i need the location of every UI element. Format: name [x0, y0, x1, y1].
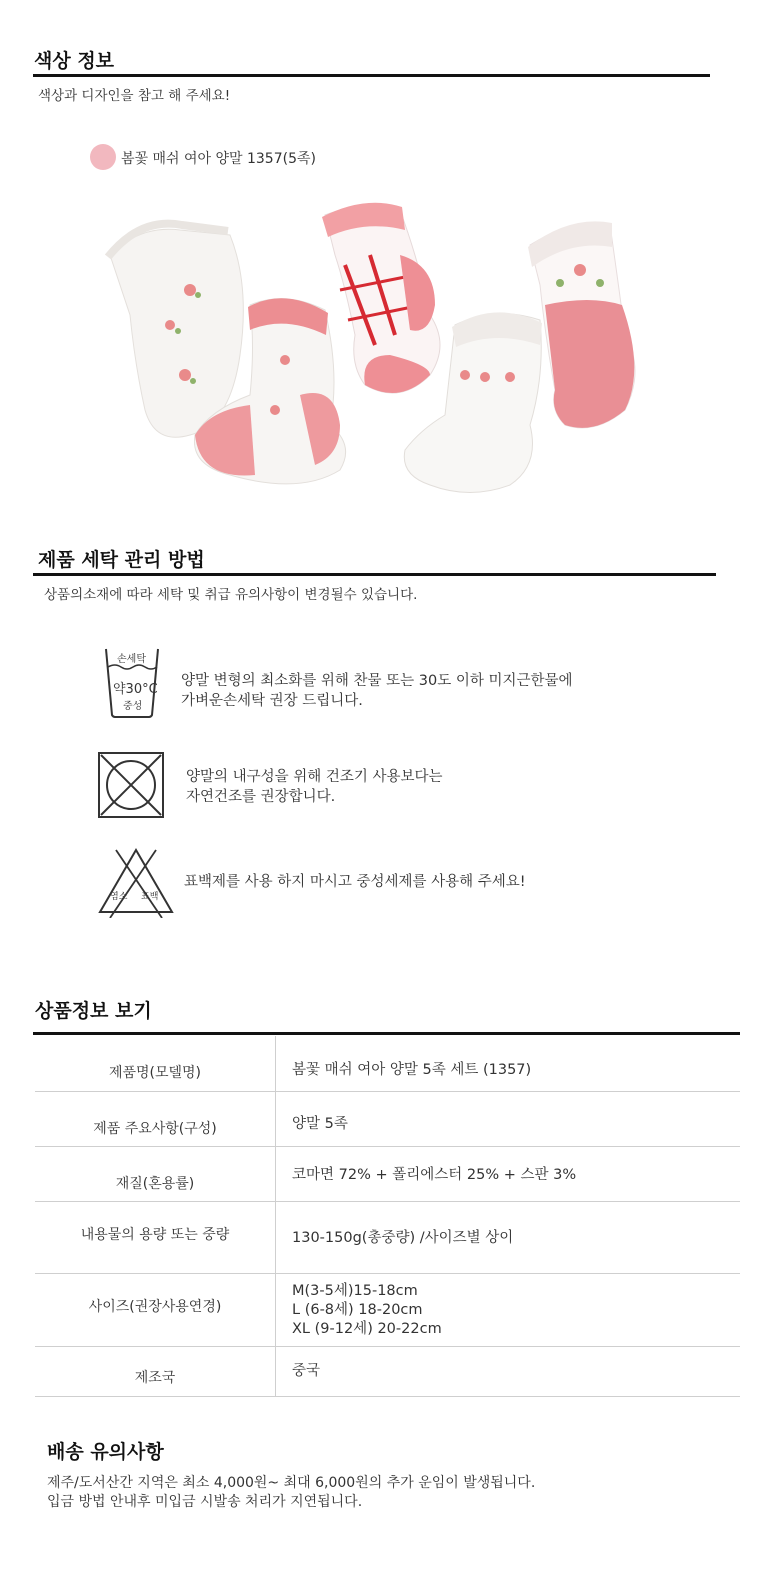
no-bleach-desc: 표백제를 사용 하지 마시고 중성세제를 사용해 주세요!	[184, 874, 526, 890]
product-info-table	[35, 1036, 740, 1397]
hand-wash-temp: 약30°C	[113, 682, 158, 697]
no-dry-desc-2: 자연건조를 권장합니다.	[186, 789, 336, 805]
shipping-title: 배송 유의사항	[47, 1441, 164, 1463]
table-row	[35, 1036, 740, 1091]
size-l: L (6-8세) 18-20cm	[292, 1301, 423, 1318]
info-label: 내용물의 용량 또는 중량	[35, 1201, 276, 1273]
info-value-sizes	[276, 1273, 741, 1346]
color-info-divider	[33, 74, 710, 77]
table-row	[35, 1346, 740, 1396]
care-title: 제품 세탁 관리 방법	[38, 549, 205, 571]
care-divider	[33, 573, 716, 576]
info-value: 양말 5족	[276, 1091, 741, 1146]
table-row	[35, 1201, 740, 1273]
table-row	[35, 1273, 740, 1346]
info-value: 130-150g(총중량) /사이즈별 상이	[276, 1201, 741, 1273]
no-dry-desc-1: 양말의 내구성을 위해 건조기 사용보다는	[186, 769, 443, 785]
size-m: M(3-5세)15-18cm	[292, 1282, 418, 1299]
bleach-label-chlorine: 염소	[110, 892, 128, 902]
hand-wash-neutral: 중성	[123, 701, 143, 712]
no-tumble-dry-icon	[97, 751, 165, 819]
hand-wash-label: 손세탁	[117, 654, 146, 665]
sock-pink-floral	[528, 221, 635, 427]
sock-red-plaid	[322, 203, 440, 393]
product-photo-socks	[100, 195, 700, 505]
table-row	[35, 1146, 740, 1201]
shipping-note-1: 제주/도서산간 지역은 최소 4,000원~ 최대 6,000원의 추가 운임이 발생됩니다.	[47, 1475, 536, 1491]
info-label: 제품명(모델명)	[35, 1036, 276, 1091]
info-label: 사이즈(권장사용연경)	[35, 1273, 276, 1346]
sock-white-floral-1	[108, 224, 243, 438]
bleach-label-bleach: 표백	[141, 892, 159, 902]
size-xl: XL (9-12세) 20-22cm	[292, 1320, 442, 1337]
shipping-note-2: 입금 방법 안내후 미입금 시발송 처리가 지연됩니다.	[47, 1494, 363, 1510]
care-subtitle: 상품의소재에 따라 세탁 및 취급 유의사항이 변경될수 있습니다.	[44, 587, 418, 603]
info-value: 코마면 72% + 폴리에스터 25% + 스판 3%	[276, 1146, 741, 1201]
hand-wash-desc-1: 양말 변형의 최소화를 위해 찬물 또는 30도 이하 미지근한물에	[181, 673, 573, 689]
product-info-divider	[33, 1032, 740, 1035]
color-info-title: 색상 정보	[34, 50, 115, 72]
color-option-label: 봄꽃 매쉬 여아 양말 1357(5족)	[121, 151, 316, 167]
color-swatch[interactable]	[90, 144, 116, 170]
table-row	[35, 1091, 740, 1146]
info-label: 제품 주요사항(구성)	[35, 1091, 276, 1146]
no-bleach-icon	[96, 846, 176, 918]
info-label: 제조국	[35, 1346, 276, 1396]
info-label: 재질(혼용률)	[35, 1146, 276, 1201]
hand-wash-desc-2: 가벼운손세탁 권장 드립니다.	[181, 693, 363, 709]
color-info-subtitle: 색상과 디자인을 참고 해 주세요!	[38, 88, 231, 104]
product-info-title: 상품정보 보기	[35, 1000, 152, 1022]
info-value: 봄꽃 매쉬 여아 양말 5족 세트 (1357)	[276, 1036, 741, 1091]
info-value: 중국	[276, 1346, 741, 1396]
